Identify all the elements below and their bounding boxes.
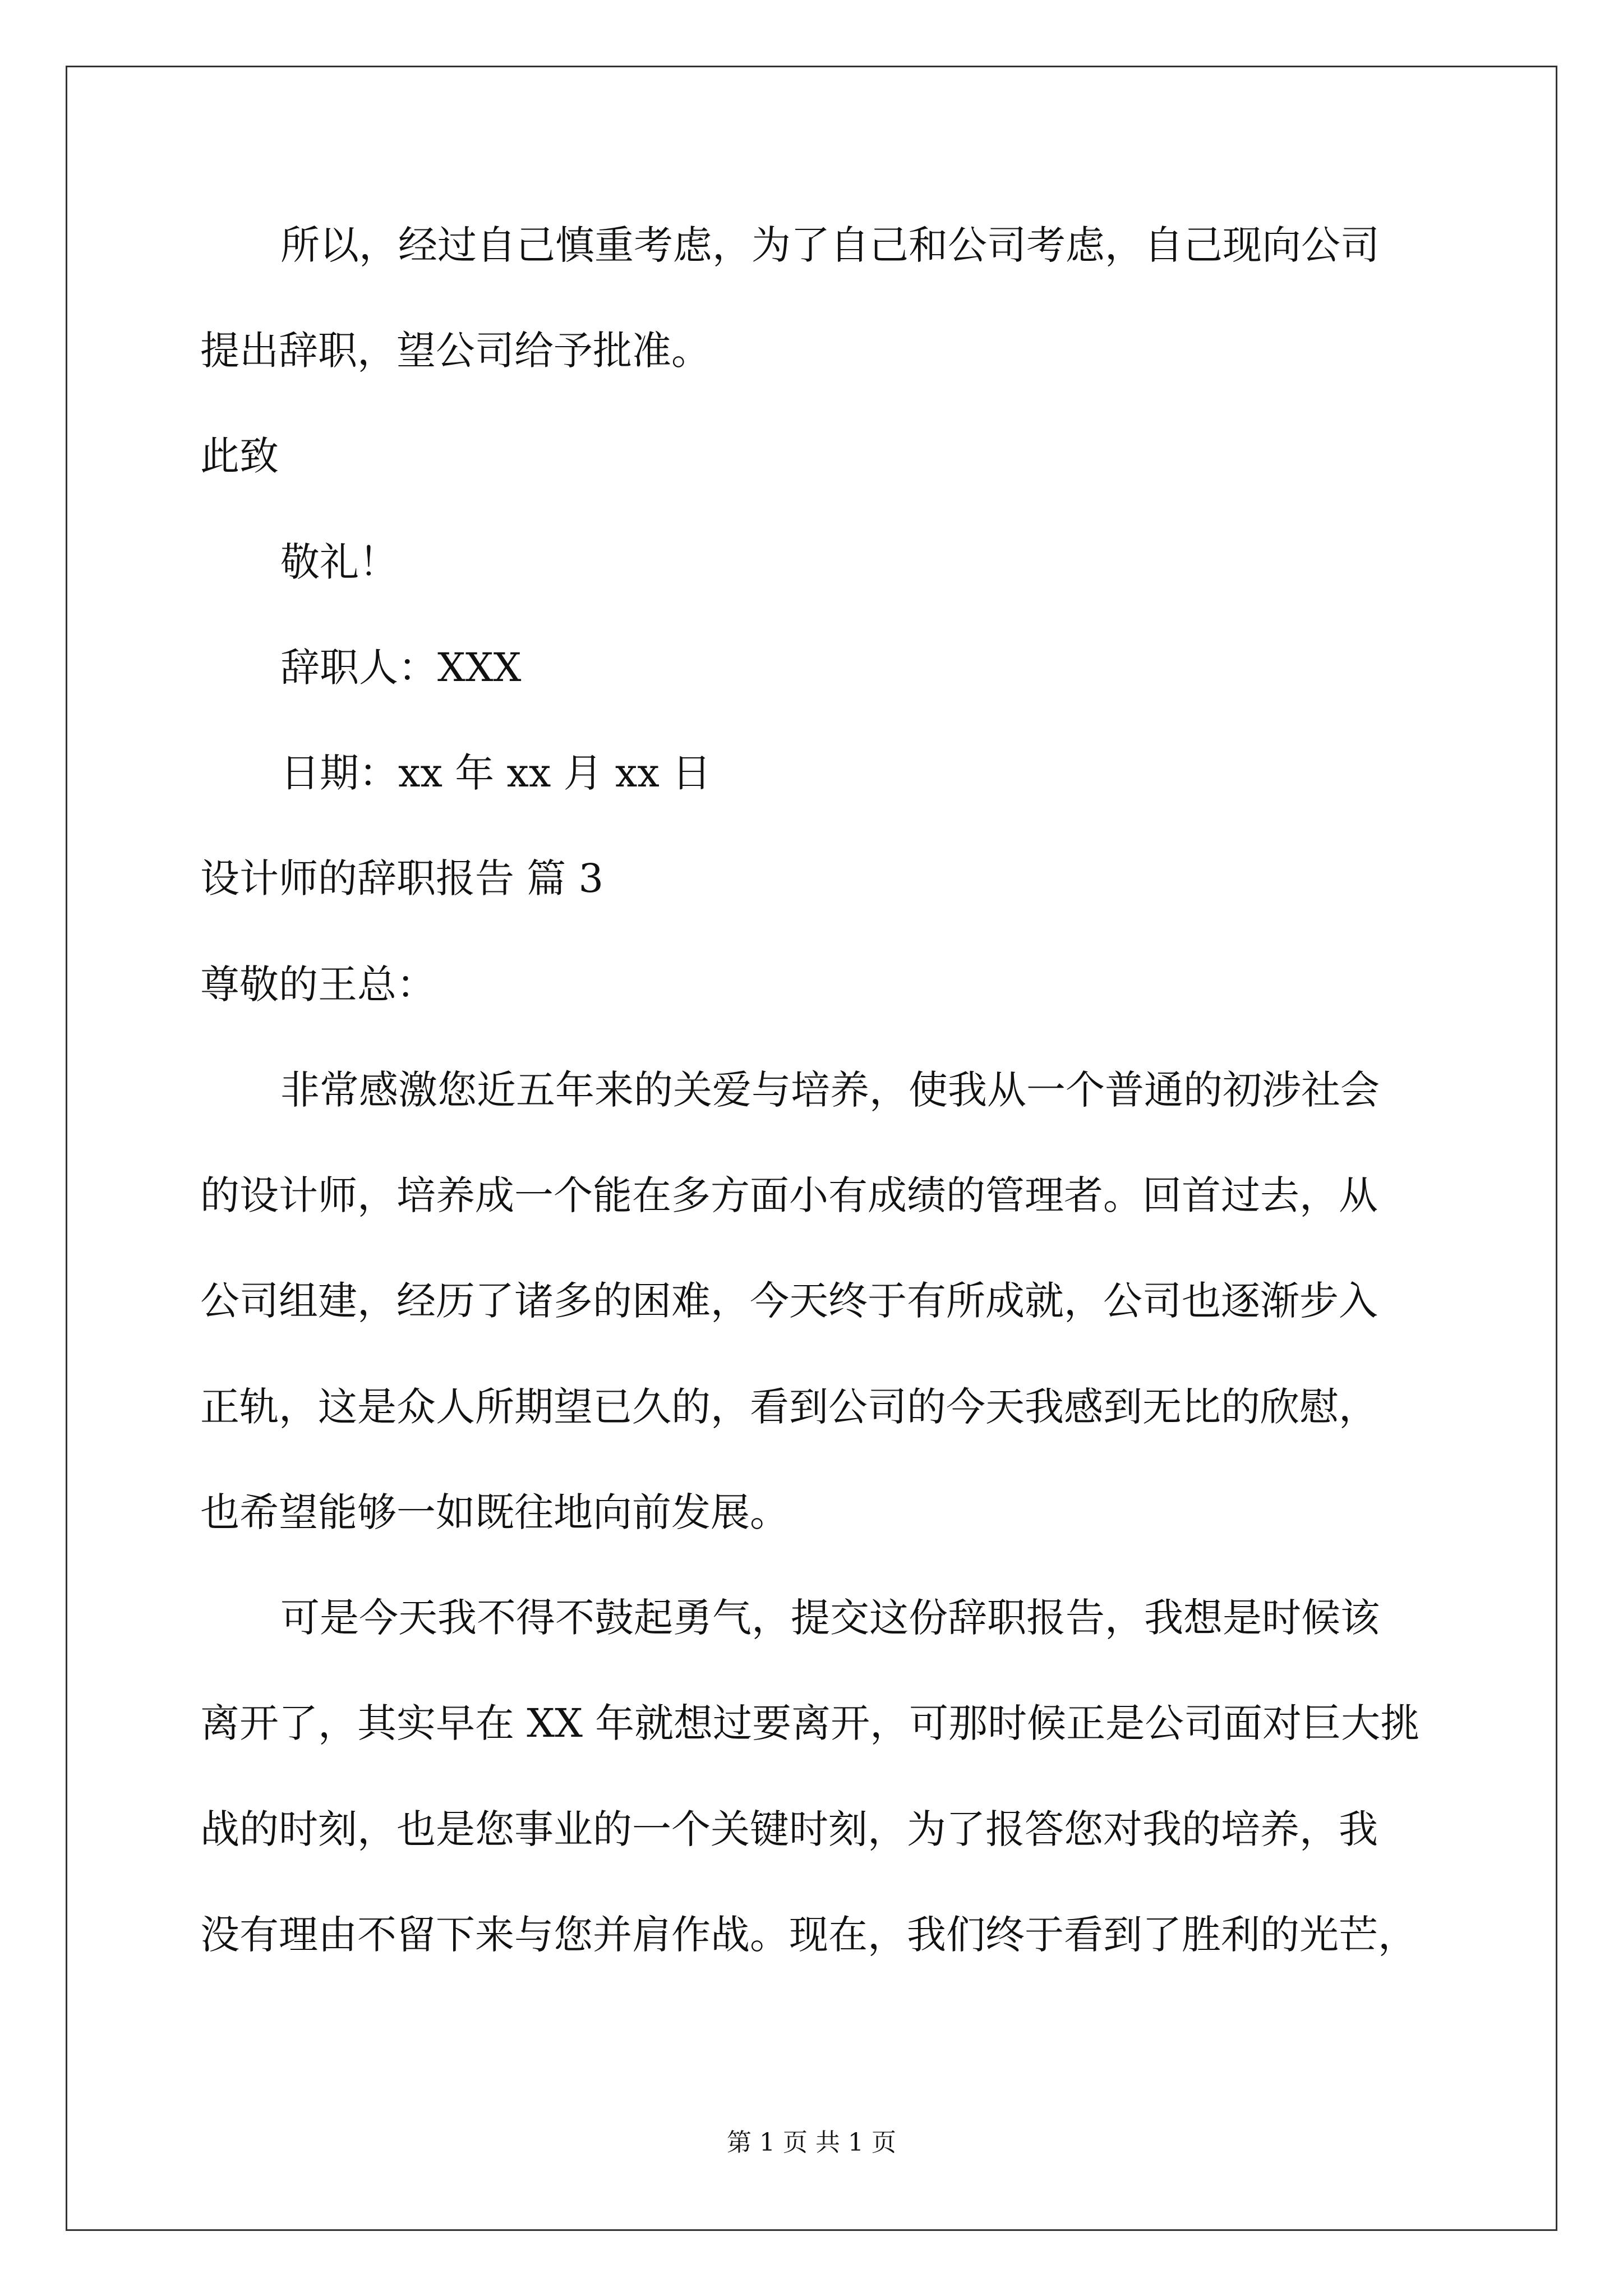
greeting-line: 尊敬的王总： bbox=[200, 961, 436, 1007]
paragraph-line: 也希望能够一如既往地向前发展。 bbox=[200, 1489, 789, 1535]
closing-regards: 敬礼！ bbox=[280, 539, 398, 585]
paragraph-line: 正轨，这是众人所期望已久的，看到公司的今天我感到无比的欣慰， bbox=[200, 1384, 1378, 1430]
paragraph-line: 战的时刻，也是您事业的一个关键时刻，为了报答您对我的培养，我 bbox=[200, 1806, 1378, 1852]
paragraph-line: 离开了，其实早在 XX 年就想过要离开，可那时候正是公司面对巨大挑 bbox=[200, 1700, 1420, 1746]
paragraph-line: 可是今天我不得不鼓起勇气，提交这份辞职报告，我想是时候该 bbox=[280, 1595, 1380, 1641]
page-border bbox=[66, 66, 1557, 2231]
paragraph-line: 提出辞职，望公司给予批准。 bbox=[200, 328, 711, 374]
paragraph-line: 公司组建，经历了诸多的困难，今天终于有所成就，公司也逐渐步入 bbox=[200, 1278, 1378, 1324]
paragraph-line: 没有理由不留下来与您并肩作战。现在，我们终于看到了胜利的光芒， bbox=[200, 1912, 1417, 1958]
paragraph-line: 所以，经过自己慎重考虑，为了自己和公司考虑，自己现向公司 bbox=[280, 222, 1380, 268]
paragraph-line: 非常感激您近五年来的关爱与培养，使我从一个普通的初涉社会 bbox=[280, 1067, 1380, 1113]
page-footer: 第 1 页 共 1 页 bbox=[727, 2128, 896, 2157]
signer-line: 辞职人：XXX bbox=[280, 645, 522, 691]
paragraph-line: 的设计师，培养成一个能在多方面小有成绩的管理者。回首过去，从 bbox=[200, 1172, 1378, 1218]
date-line: 日期：xx 年 xx 月 xx 日 bbox=[280, 750, 712, 796]
section-heading: 设计师的辞职报告 篇 3 bbox=[200, 855, 604, 901]
closing-salutation: 此致 bbox=[200, 433, 279, 479]
